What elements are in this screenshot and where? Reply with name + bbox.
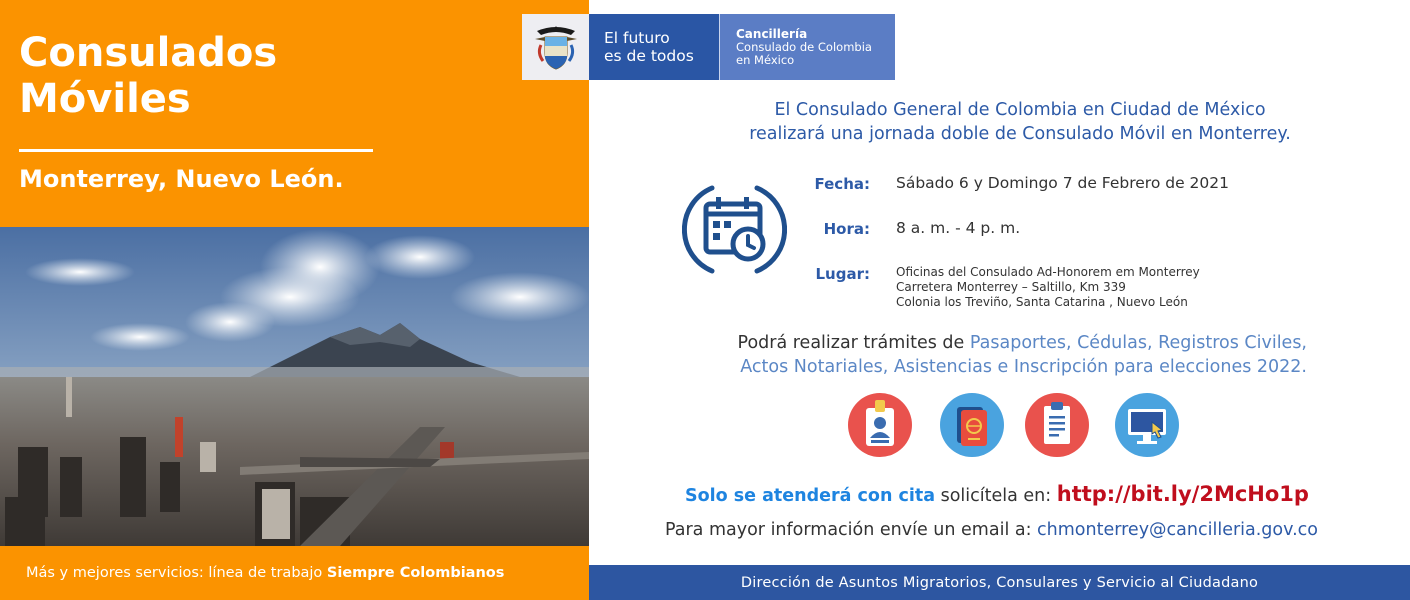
intro-line-1: El Consulado General de Colombia en Ciudad de México (774, 100, 1266, 120)
calendar-clock-icon (682, 182, 787, 281)
fecha-label: Fecha: (814, 175, 870, 193)
cita-text: solicítela en: (935, 486, 1057, 506)
contact-email-link[interactable]: chmonterrey@cancilleria.gov.co (1037, 520, 1319, 540)
lugar-line-1: Oficinas del Consulado Ad-Honorem em Monterrey (896, 265, 1200, 279)
hora-value: 8 a. m. - 4 p. m. (896, 219, 1021, 237)
title-divider (19, 149, 373, 152)
intro-line-2: realizará una jornada doble de Consulado Móvil en Monterrey. (749, 124, 1291, 144)
footer-left (0, 546, 589, 600)
left-column (0, 0, 589, 600)
footer-right: Dirección de Asuntos Migratorios, Consulares y Servicio al Ciudadano (589, 565, 1410, 600)
computer-touch-icon (1114, 392, 1180, 458)
email-info (665, 520, 1318, 540)
slogan-line-2: es de todos (604, 47, 694, 65)
intro-text (700, 98, 1340, 146)
services-list-line-2: Actos Notariales, Asistencias e Inscripción para elecciones 2022. (740, 357, 1307, 377)
slogan-line-1: El futuro (604, 29, 670, 47)
title-line-2: Móviles (19, 76, 191, 122)
passport-icon (939, 392, 1005, 458)
entity-line-1: Cancillería (736, 27, 808, 41)
hora-label: Hora: (823, 220, 870, 238)
entity-line-2: Consulado de Colombia (736, 40, 872, 54)
clipboard-icon (1024, 392, 1090, 458)
id-badge-icon (847, 392, 913, 458)
logo-slogan (589, 14, 719, 80)
cita-bold: Solo se atenderá con cita (685, 486, 936, 506)
banner-subtitle: Monterrey, Nuevo León. (19, 165, 344, 193)
appointment-notice (685, 482, 1309, 506)
service-icons (0, 392, 1410, 462)
services-text (690, 331, 1307, 379)
government-logo (522, 14, 895, 80)
logo-entity (719, 14, 895, 80)
fecha-value: Sábado 6 y Domingo 7 de Febrero de 2021 (896, 174, 1230, 192)
footer-left-bold: Siempre Colombianos (326, 565, 505, 581)
footer-left-prefix: Más y mejores servicios: línea de trabajo (26, 565, 327, 581)
services-prefix: Podrá realizar trámites de (737, 333, 970, 353)
lugar-line-3: Colonia los Treviño, Santa Catarina , Nuevo León (896, 295, 1188, 309)
title-panel (0, 0, 589, 227)
banner-title (19, 30, 277, 122)
entity-line-3: en México (736, 53, 795, 67)
info-text: Para mayor información envíe un email a: (665, 520, 1038, 540)
lugar-line-2: Carretera Monterrey – Saltillo, Km 339 (896, 280, 1126, 294)
title-line-1: Consulados (19, 30, 278, 76)
lugar-address (896, 265, 1200, 310)
appointment-link[interactable]: http://bit.ly/2McHo1p (1056, 482, 1309, 506)
colombia-coat-of-arms-icon (522, 14, 589, 80)
lugar-label: Lugar: (815, 265, 870, 283)
services-list-line-1: Pasaportes, Cédulas, Registros Civiles, (969, 333, 1307, 353)
monterrey-city-photo (0, 227, 589, 546)
